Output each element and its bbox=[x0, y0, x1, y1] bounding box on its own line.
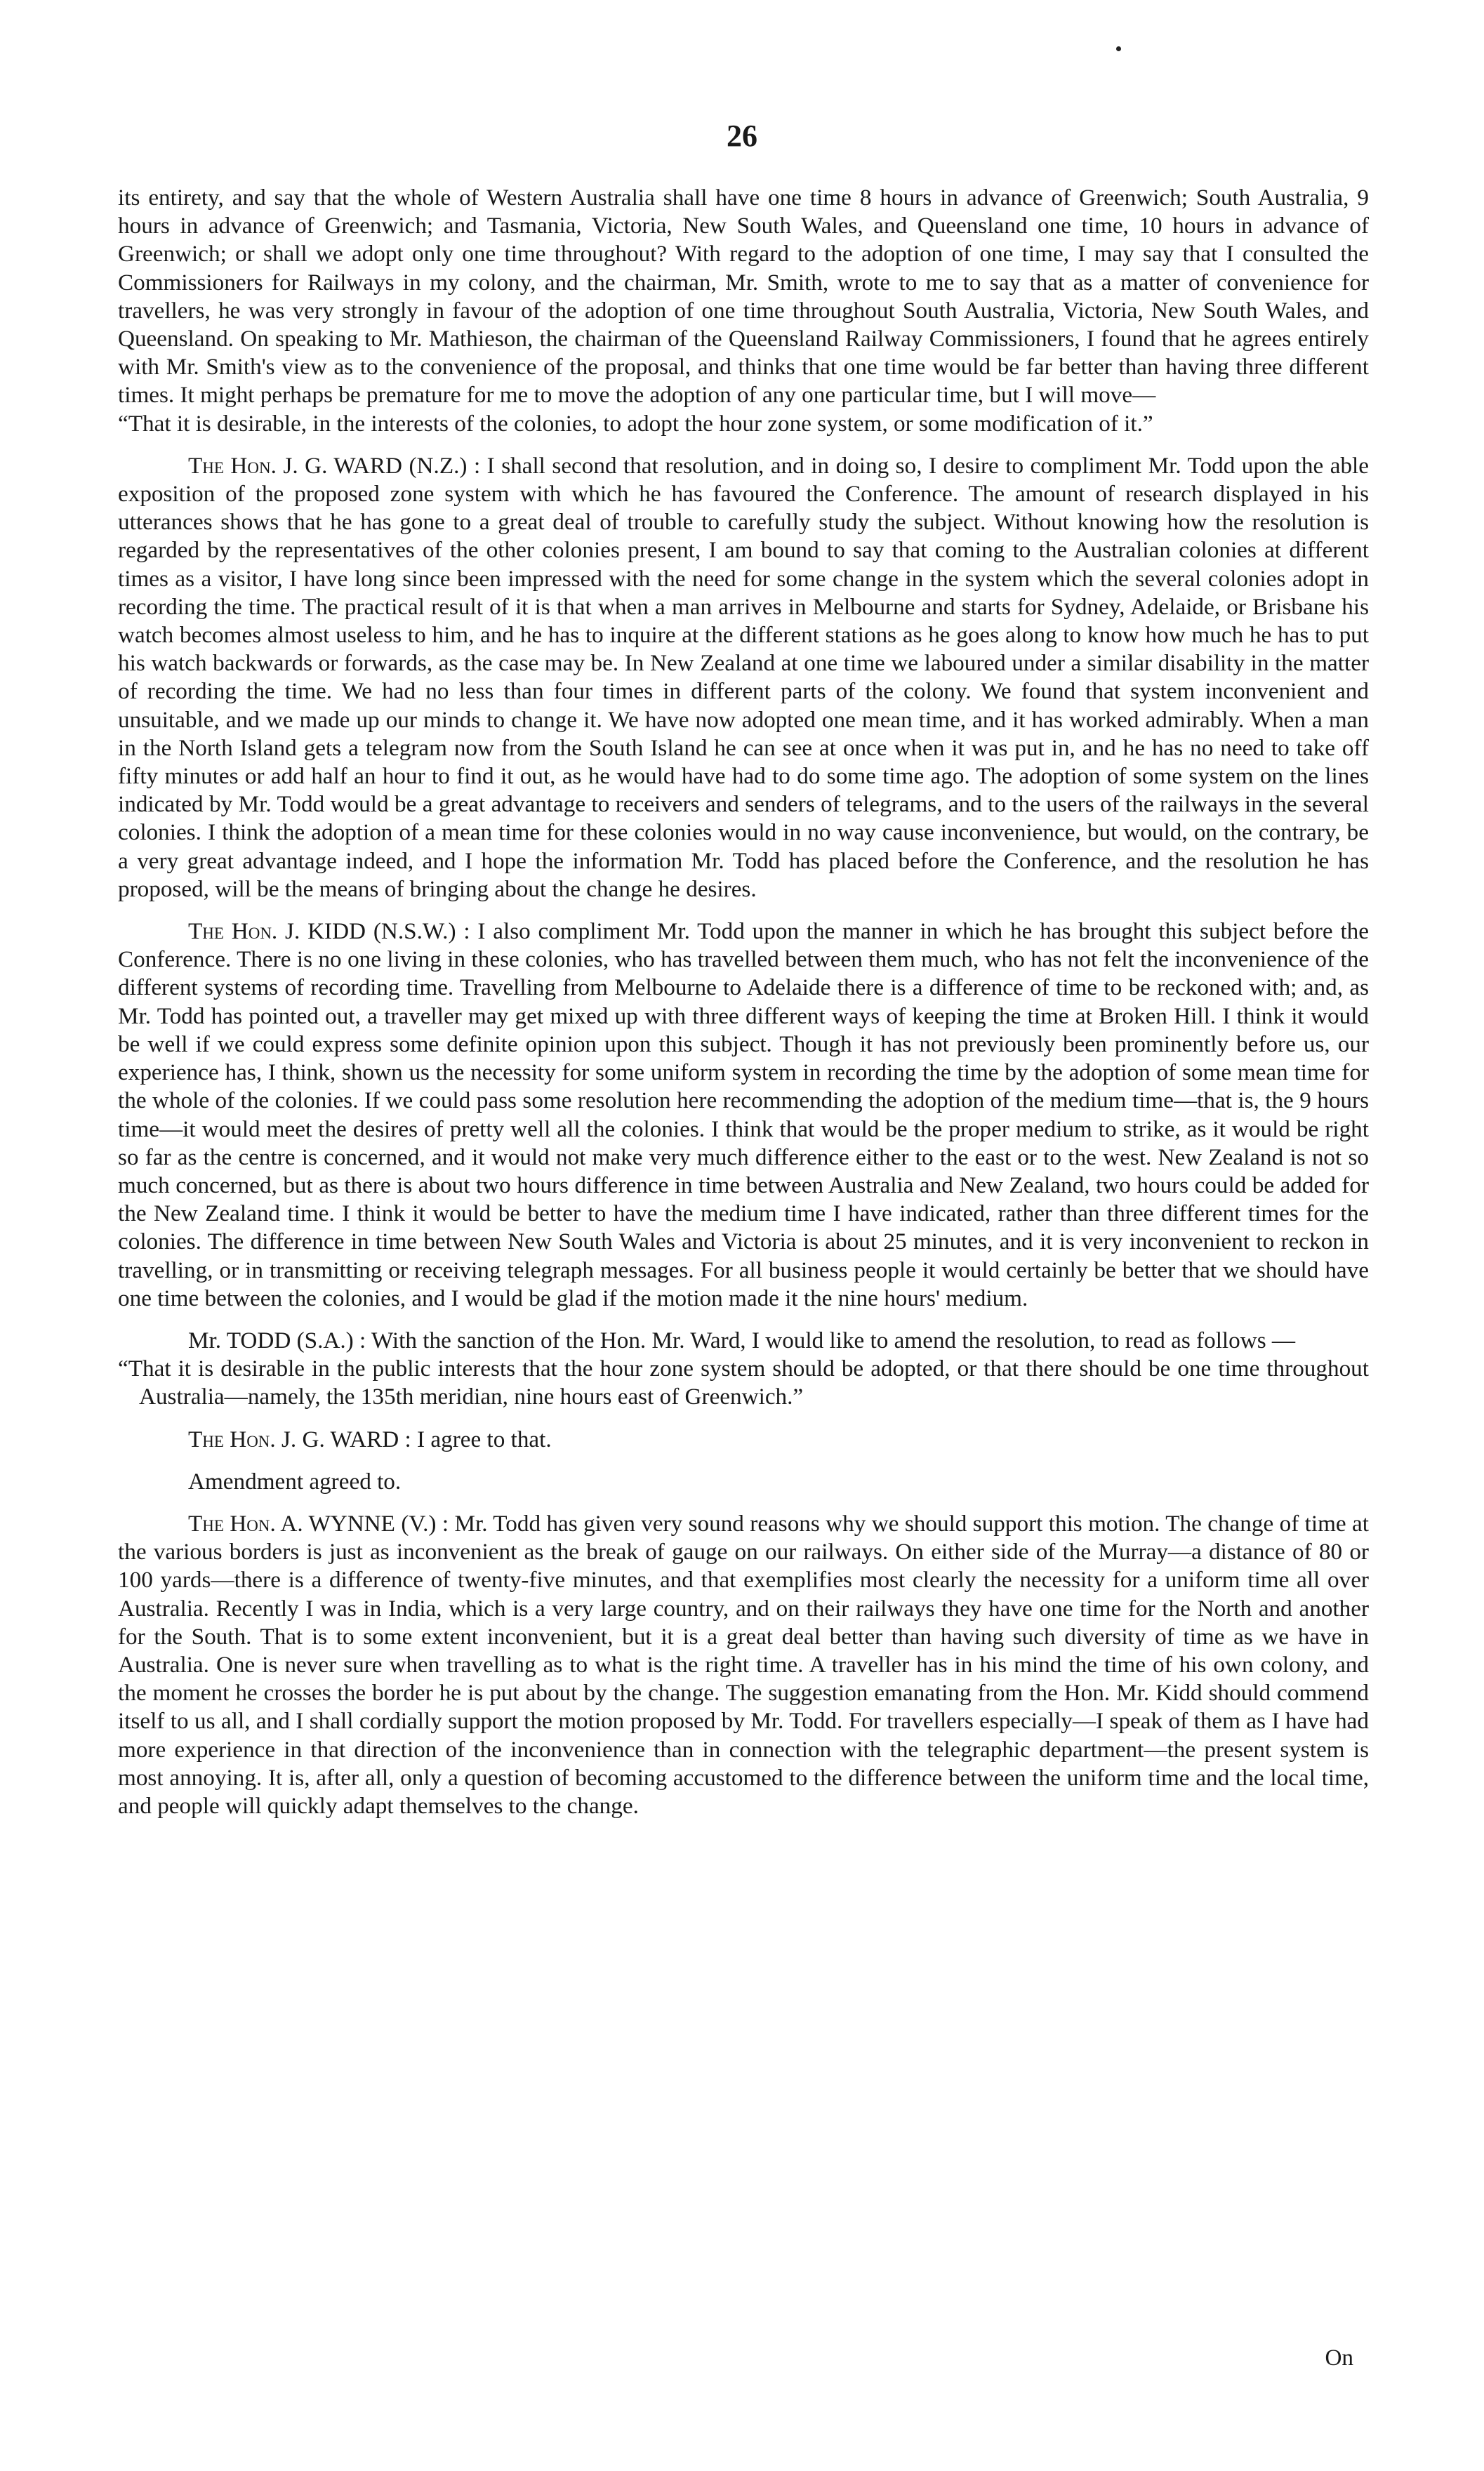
speaker-name: The Hon. J. G. WARD : bbox=[188, 1426, 411, 1452]
quoted-resolution: “That it is desirable, in the interests of the colonies, to adopt the hour zone system, or some modification of it.” bbox=[118, 410, 1153, 437]
page-number: 26 bbox=[727, 119, 757, 153]
speech-text: I agree to that. bbox=[411, 1426, 552, 1452]
speaker-name: The Hon. J. KIDD (N.S.W.) : bbox=[188, 918, 470, 945]
speech-text: I also compliment Mr. Todd upon the manner in which he has brought this subject before the Conference. There is no one living in these colonies, who has travelled between them much, who has not felt the inconvenience of the different systems of recording time. Travelling from Melbourne to Adelaide there is a difference of time to be reckoned with; and, as Mr. Todd has pointed out, a traveller may get mixed up with three different ways of keeping the time at Broken Hill. I think it would be well if we could express some definite opinion upon this subject. Though it has not previously been prominently before us, our experience has, I think, shown us the necessity for some uniform system in recording the time by the adoption of some mean time for the whole of the colonies. If we could pass some resolution here recommending the adoption of the medium time—that is, the 9 hours time—it would meet the desires of pretty well all the colonies. I think that would be the proper medium to strike, as it would be right so far as the centre is concerned, and it would not make very much difference either to the east or to the west. New Zealand is not so much concerned, but as there is about two hours difference in time between Australia and New Zealand, two hours could be added for the New Zealand time. I think it would be better to have the medium time I have indicated, rather than three different times for the colonies. The difference in time between New South Wales and Victoria is about 25 minutes, and it is very inconvenient to reckon in travelling, or in transmitting or receiving telegraph messages. For all business people it would certainly be better that we should have one time between the colonies, and I would be glad if the motion made it the nine hours' medium. bbox=[118, 918, 1369, 1311]
amendment-agreed: Amendment agreed to. bbox=[188, 1468, 402, 1495]
paragraph-ward-agree bbox=[118, 1426, 1369, 1454]
paragraph-ward bbox=[118, 452, 1369, 903]
document-body bbox=[118, 184, 1369, 1820]
speaker-name: Mr. TODD (S.A.) : bbox=[188, 1327, 366, 1353]
paragraph-continuation: its entirety, and say that the whole of Western Australia shall have one time 8 hours in advance of Greenwich; South Australia, 9 hours in advance of Greenwich; and Tasmania, Victoria, New South Wales, and Queensland one time, 10 hours in advance of Greenwich; or shall we adopt only one time throughout? With regard to the adoption of one time, I may say that I consulted the Commissioners for Railways in my colony, and the chairman, Mr. Smith, wrote to me to say that as a matter of convenience for travellers, he was very strongly in favour of the adoption of one time throughout South Australia, Victoria, New South Wales, and Queensland. On speaking to Mr. Mathieson, the chairman of the Queensland Railway Commissioners, I found that he agrees entirely with Mr. Smith's view as to the convenience of the proposal, and thinks that one time would be far better than having three different times. It might perhaps be premature for me to move the adoption of any one particular time, but I will move— bbox=[118, 185, 1369, 409]
speech-text: I shall second that resolution, and in doing so, I desire to compliment Mr. Todd upon the able exposition of the proposed zone system with which he has favoured the Conference. The amount of research displayed in his utterances shows that he has gone to a great deal of trouble to carefully study the subject. Without knowing how the resolution is regarded by the representatives of the other colonies present, I am bound to say that coming to the Australian colonies at different times as a visitor, I have long since been impressed with the need for some change in the system which the several colonies adopt in recording the time. The practical result of it is that when a man arrives in Melbourne and starts for Sydney, Adelaide, or Brisbane his watch becomes almost useless to him, and he has to inquire at the different stations as he goes along to know how much he has to put his watch backwards or forwards, as the case may be. In New Zealand at one time we laboured under a similar disability in the matter of recording the time. We had no less than four times in different parts of the colony. We found that system inconvenient and unsuitable, and we made up our minds to change it. We have now adopted one mean time, and it has worked admirably. When a man in the North Island gets a telegram now from the South Island he can see at once when it was put in, and he has no need to take off fifty minutes or add half an hour to find it out, as he would have had to do some time ago. The adoption of some system on the lines indicated by Mr. Todd would be a great advantage to receivers and senders of telegrams, and to the users of the railways in the several colonies. I think the adoption of a mean time for these colonies would in no way cause inconvenience, but would, on the contrary, be a very great advantage indeed, and I hope the information Mr. Todd has placed before the Conference, and the resolution he has proposed, will be the means of bringing about the change he desires. bbox=[118, 452, 1369, 902]
speaker-name: The Hon. A. WYNNE (V.) : bbox=[188, 1510, 449, 1537]
quoted-amendment: “That it is desirable in the public interests that the hour zone system should be adopted, or that there should be one time throughout Australia—namely, the 135th meridian, nine hours east of Greenwich.” bbox=[118, 1356, 1369, 1410]
paragraph-todd bbox=[118, 1327, 1369, 1355]
paragraph-kidd bbox=[118, 917, 1369, 1313]
speaker-name: The Hon. J. G. WARD (N.Z.) : bbox=[188, 452, 481, 479]
catchword: On bbox=[1325, 2345, 1353, 2371]
speech-text: Mr. Todd has given very sound reasons why we should support this motion. The change of time at the various borders is just as inconvenient as the break of gauge on our railways. On either side of the Murray—a distance of 80 or 100 yards—there is a difference of twenty-five minutes, and that exemplifies most clearly the necessity for a uniform time all over Australia. Recently I was in India, which is a very large country, and on their railways they have one time for the North and another for the South. That is to some extent inconvenient, but it is a great deal better than having such diversity of time as we have in Australia. One is never sure when travelling as to what is the right time. A traveller has in his mind the time of his own colony, and the moment he crosses the border he is put about by the change. The suggestion emanating from the Hon. Mr. Kidd should commend itself to us all, and I shall cordially support the motion proposed by Mr. Todd. For travellers especially—I speak of them as I have had more experience in that direction of the inconvenience than in connection with the telegraphic department—the present system is most annoying. It is, after all, only a question of becoming accustomed to the difference between the uniform time and the local time, and people will quickly adapt themselves to the change. bbox=[118, 1510, 1369, 1819]
paragraph-wynne bbox=[118, 1510, 1369, 1820]
speech-text: With the sanction of the Hon. Mr. Ward, I would like to amend the resolution, to read as follows — bbox=[366, 1327, 1296, 1353]
print-mark bbox=[1116, 46, 1121, 51]
